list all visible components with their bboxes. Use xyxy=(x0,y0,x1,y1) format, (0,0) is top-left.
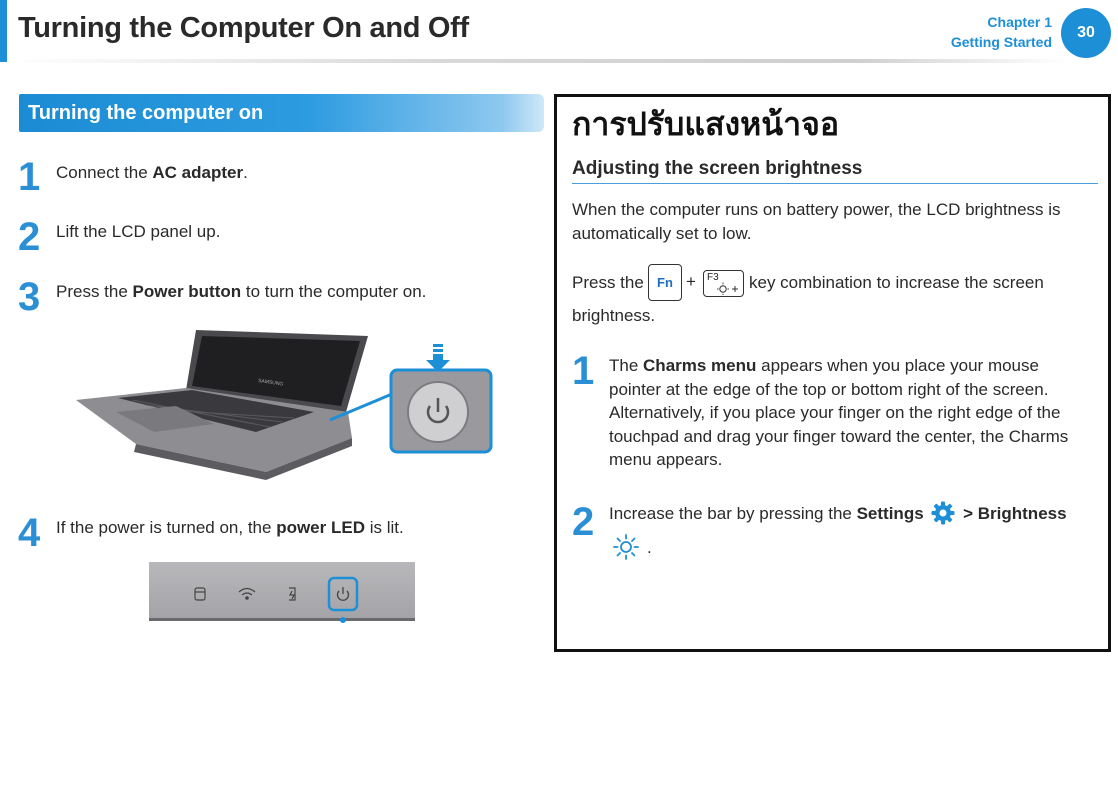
subsection-rule xyxy=(572,183,1098,184)
page-title: Turning the Computer On and Off xyxy=(18,12,469,44)
fn-key xyxy=(648,264,682,301)
press-text-post: key combination to increase the screen xyxy=(749,273,1044,292)
step-text xyxy=(56,517,404,539)
charms-line: Alternatively, if you place your finger on the right edge of the xyxy=(609,403,1061,422)
step-text-bold: Settings xyxy=(856,504,924,523)
step-text: Lift the LCD panel up. xyxy=(56,222,221,241)
header-accent-bar xyxy=(0,0,7,62)
step-text-plain: . xyxy=(243,163,248,182)
step-number: 2 xyxy=(572,500,595,544)
step-number: 4 xyxy=(18,511,41,555)
step-text-plain: If the power is turned on, the xyxy=(56,518,277,537)
step-text-plain: Press the xyxy=(56,282,133,301)
power-led-light xyxy=(340,617,346,623)
step-text-bold: Brightness xyxy=(977,504,1067,523)
brightness-up-icon xyxy=(716,281,740,295)
intro-paragraph xyxy=(572,198,1061,245)
header-divider xyxy=(7,59,1067,63)
brightness-sun-icon xyxy=(612,533,640,561)
charms-line: touchpad and drag your finger toward the center, the Charms xyxy=(609,426,1069,446)
laptop-brand: SAMSUNG xyxy=(257,378,284,388)
charms-line: menu appears. xyxy=(609,450,723,469)
step-text-plain: is lit. xyxy=(364,518,404,537)
chapter-label: Chapter 1 xyxy=(987,14,1052,30)
plus-sign: + xyxy=(686,272,696,291)
fn-key-label: Fn xyxy=(657,275,673,290)
led-panel-surface xyxy=(149,562,415,618)
step-number: 1 xyxy=(18,155,41,199)
step-text-plain: The xyxy=(609,356,644,375)
settings-step-text xyxy=(609,500,1067,526)
settings-gear-icon xyxy=(930,500,956,526)
power-led-illustration xyxy=(149,562,415,624)
led-panel-edge xyxy=(149,618,415,621)
laptop-power-button-illustration xyxy=(76,326,496,486)
step-text-bold: power LED xyxy=(276,518,365,537)
step-text-plain: Increase the bar by pressing the xyxy=(609,504,857,523)
step-text-bold: > xyxy=(958,504,978,523)
step-text-plain: appears when you place your mouse xyxy=(756,356,1039,375)
press-text-line2: brightness. xyxy=(572,306,656,325)
press-text-pre: Press the xyxy=(572,273,644,292)
section-title: Turning the computer on xyxy=(28,102,264,124)
step-number: 2 xyxy=(18,215,41,259)
charms-line xyxy=(609,354,1068,378)
thai-title: การปรับแสงหน้าจอ xyxy=(572,105,840,143)
press-arrow-icon xyxy=(426,344,450,372)
sentence-end: . xyxy=(647,538,652,557)
subsection-title: Adjusting the screen brightness xyxy=(572,158,863,179)
step-text-plain: to turn the computer on. xyxy=(241,282,427,301)
charms-line: pointer at the edge of the top or bottom right of the screen. xyxy=(609,379,1049,399)
page-number-badge xyxy=(1061,8,1111,58)
intro-line: automatically set to low. xyxy=(572,223,752,243)
chapter-name: Getting Started xyxy=(950,34,1052,50)
intro-line: When the computer runs on battery power, the LCD brightness is xyxy=(572,200,1061,219)
step-text-bold: Power button xyxy=(132,282,242,301)
f3-key xyxy=(703,270,744,297)
f3-key-label: F3 xyxy=(707,272,719,283)
step-number: 1 xyxy=(572,349,595,393)
step-text-bold: Charms menu xyxy=(643,356,757,375)
step-text xyxy=(56,281,426,303)
charms-step-text xyxy=(609,354,1068,472)
step-text xyxy=(56,162,248,184)
step-text-bold: AC adapter xyxy=(152,163,244,182)
step-number: 3 xyxy=(18,275,41,319)
step-text-plain: Connect the xyxy=(56,163,153,182)
page-number: 30 xyxy=(1077,24,1095,41)
